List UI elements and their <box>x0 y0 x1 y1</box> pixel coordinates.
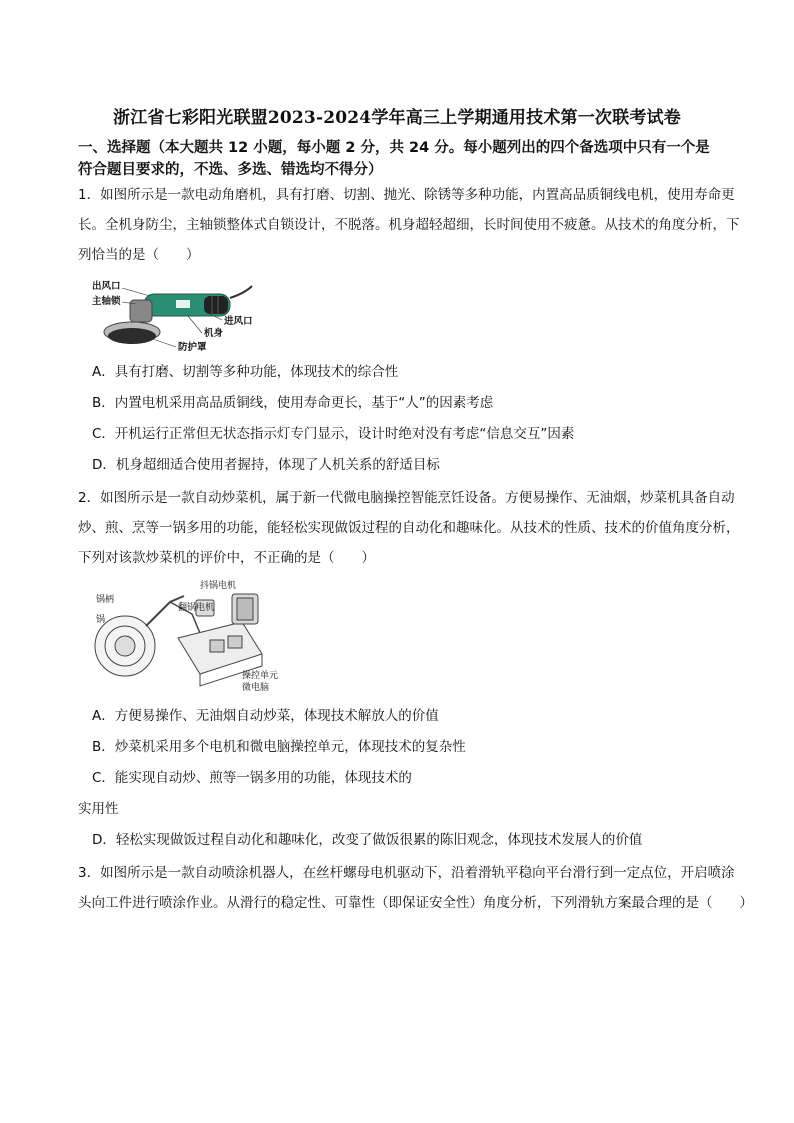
machine-label-shake-motor: 抖锅电机 <box>200 581 237 591</box>
question-2-option-a: A．方便易操作、无油烟自动炒菜，体现技术解放人的价值 <box>92 708 439 724</box>
question-2-option-b: B．炒菜机采用多个电机和微电脑操控单元，体现技术的复杂性 <box>92 739 466 755</box>
question-2-option-d: D．轻松实现做饭过程自动化和趣味化，改变了做饭很累的陈旧观念，体现技术发展人的价值 <box>92 832 643 848</box>
grinder-label-spindle-lock: 主轴锁 <box>92 296 121 307</box>
question-2-stem: 2．如图所示是一款自动炒菜机，属于新一代微电脑操控智能烹饪设备。方便易操作、无油烟，炒菜机具备自动炒、煎、烹等一锅多用的功能，能轻松实现做饭过程的自动化和趣味化。从技术的性质、技术的价值角度分析，下列对该款炒菜机的评价中，不正确的是（ ） <box>78 490 740 566</box>
stir-fry-machine-figure <box>92 578 292 696</box>
question-1-option-c: C．开机运行正常但无状态指示灯专门显示，设计时绝对没有考虑“信息交互”因素 <box>92 426 575 442</box>
grinder-label-air-inlet: 进风口 <box>224 316 253 327</box>
question-3-stem: 3．如图所示是一款自动喷涂机器人，在丝杆螺母电机驱动下，沿着滑轨平稳向平台滑行到一定点位，开启喷涂头向工件进行喷涂作业。从滑行的稳定性、可靠性（即保证安全性）角度分析，下列滑轨方案最合理的是（ ） <box>78 865 753 911</box>
angle-grinder-icon <box>104 286 252 344</box>
machine-label-flip-motor: 翻锅电机 <box>178 603 215 613</box>
section-heading <box>78 137 758 181</box>
section-heading-line-2: 符合题目要求的，不选、多选、错选均不得分） <box>78 162 383 178</box>
grinder-label-guard: 防护罩 <box>178 342 207 353</box>
machine-label-handle: 锅柄 <box>96 595 115 605</box>
question-1-option-a: A．具有打磨、切割等多种功能，体现技术的综合性 <box>92 364 399 380</box>
machine-label-wok: 锅 <box>96 615 106 625</box>
page-title: 浙江省七彩阳光联盟2023-2024学年高三上学期通用技术第一次联考试卷 <box>113 108 681 128</box>
question-2-option-c: C．能实现自动炒、煎等一锅多用的功能，体现技术的 <box>92 770 412 786</box>
grinder-label-air-outlet: 出风口 <box>92 281 121 292</box>
machine-label-control-unit: 操控单元 <box>242 671 279 681</box>
angle-grinder-figure <box>92 280 272 354</box>
question-2-option-c-continued: 实用性 <box>78 801 119 817</box>
question-1-option-d: D．机身超细适合使用者握持，体现了人机关系的舒适目标 <box>92 457 440 473</box>
question-1-option-b: B．内置电机采用高品质铜线，使用寿命更长，基于“人”的因素考虑 <box>92 395 494 411</box>
grinder-label-body: 机身 <box>204 328 224 339</box>
machine-label-microcomputer: 微电脑 <box>242 683 270 693</box>
question-1-stem: 1．如图所示是一款电动角磨机，具有打磨、切割、抛光、除锈等多种功能，内置高品质铜线电机，使用寿命更长。全机身防尘，主轴锁整体式自锁设计，不脱落。机身超轻超细，长时间使用不疲惫。从技术的角度分析，下列恰当的是（ ） <box>78 187 740 263</box>
section-heading-line-1: 一、选择题（本大题共 12 小题，每小题 2 分，共 24 分。每小题列出的四个备选项中只有一个是 <box>78 140 710 156</box>
